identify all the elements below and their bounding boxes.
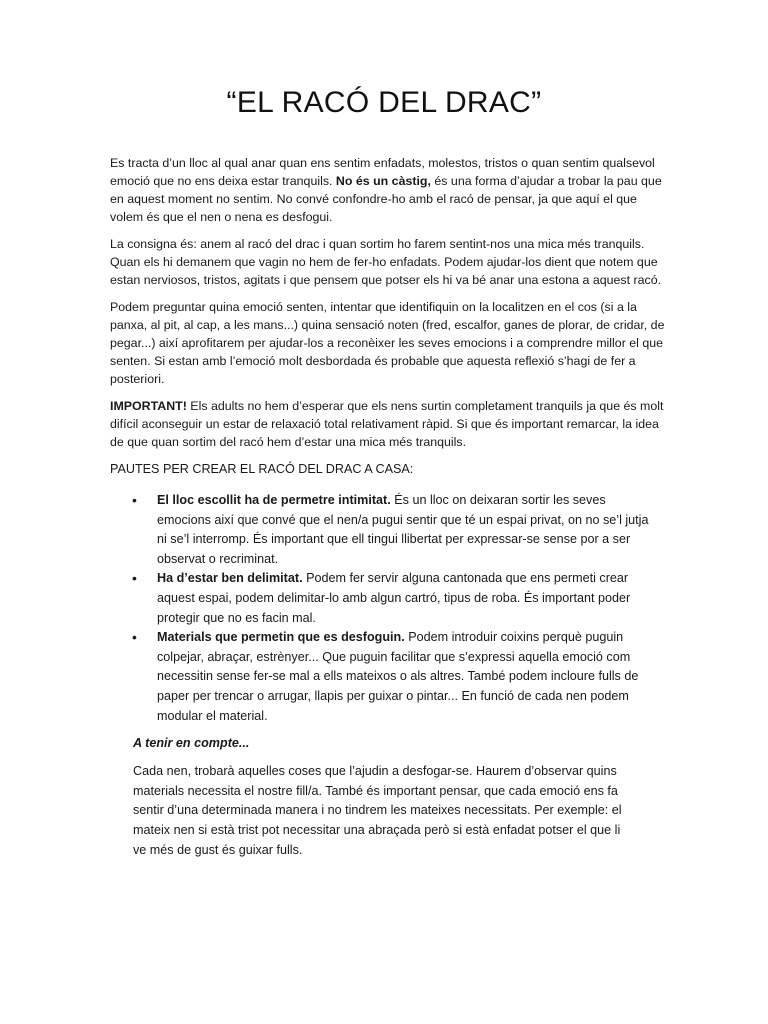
list-item: [132, 628, 657, 726]
list-item-bold: Ha d’estar ben delimitat.: [157, 571, 303, 586]
list-item: [132, 569, 657, 628]
paragraph-emotions: Podem preguntar quina emoció senten, intentar que identifiquin on la localitzen en el cos (si a la panxa, al pit, al cap, a les mans...) quina sensació noten (fred, escalfor, ganes de plorar, de cridar, de pegar...) així aprofitarem per ajudar-los a reconèixer les seves emocions i a comprendre millor el que senten. Si estan amb l’emoció molt desbordada és probable que aquesta reflexió s’hagi de fer a posteriori.: [110, 300, 665, 386]
document-body: [110, 154, 670, 860]
paragraph-important: [110, 397, 670, 451]
list-item: [132, 491, 657, 569]
list-item-text: Podem introduir coixins perquè puguin colpejar, abraçar, estrènyer... Que puguin facilitar que s’expressi aquella emoció com necessitin sense fer-se mal a ells mateixos o als altres. També podem incloure fulls de paper per trencar o arrugar, llapis per guixar o pintar... En funció de cada nen podem modular el material.: [157, 630, 639, 723]
important-label: IMPORTANT!: [110, 399, 187, 413]
document-title: “EL RACÓ DEL DRAC”: [226, 86, 542, 119]
list-item-text: És un lloc on deixaran sortir les seves emocions així que convé que el nen/a pugui sentir que té un espai privat, on no se’l jutja ni se’l interromp. És important que ell tingui llibertat per expressar-se sense por a ser observat o recriminat.: [157, 493, 649, 566]
note-title: A tenir en compte...: [133, 736, 250, 751]
bullet-icon: •: [132, 629, 137, 646]
list-item-text: Podem fer servir alguna cantonada que ens permeti crear aquest espai, podem delimitar-lo amb algun cartró, tipus de roba. És important poder protegir que no es facin mal.: [157, 571, 631, 625]
intro-text-c: és una forma d’ajudar a trobar la pau que en aquest moment no sentim. No convé confondre-ho amb el racó de pensar, ja que aquí el que volem és que el nen o nena es desfogui.: [110, 174, 662, 224]
bullet-icon: •: [132, 570, 137, 587]
paragraph-intro: [110, 154, 670, 226]
intro-text-a: Es tracta d’un lloc al qual anar quan ens sentim enfadats, molestos, tristos o quan sentim qualsevol emoció que no ens deixa estar tranquils.: [110, 156, 655, 188]
paragraph-consigna: La consigna és: anem al racó del drac i quan sortim ho farem sentint-nos una mica més tranquils. Quan els hi demanem que vagin no hem de fer-ho enfadats. Podem ajudar-los dient que notem que estan nerviosos, tristos, agitats i que pensem que potser els hi va bé anar una estona a aquest racó.: [110, 237, 662, 287]
important-text: Els adults no hem d’esperar que els nens surtin completament tranquils ja que és molt difícil aconseguir un estar de relaxació total relativament ràpid. Si que és important remarcar, la idea de que quan sortim del racó hem d’estar una mica més tranquils.: [110, 399, 664, 449]
section-heading: PAUTES PER CREAR EL RACÓ DEL DRAC A CASA:: [110, 462, 414, 476]
guidelines-list: [110, 491, 670, 726]
note-body: Cada nen, trobarà aquelles coses que l’ajudin a desfogar-se. Haurem d’observar quins materials necessita el nostre fill/a. També és important pensar, que cada emoció ens fa sentir d’una determinada manera i no tindrem les mateixes necessitats. Per exemple: el mateix nen si està trist pot necessitar una abraçada però si està enfadat potser el que li ve més de gust és guixar fulls.: [133, 764, 622, 857]
bullet-icon: •: [132, 492, 137, 508]
list-item-bold: Materials que permetin que es desfoguin.: [157, 630, 405, 645]
intro-bold: No és un càstig,: [335, 174, 431, 188]
list-item-bold: El lloc escollit ha de permetre intimitat.: [157, 493, 391, 507]
